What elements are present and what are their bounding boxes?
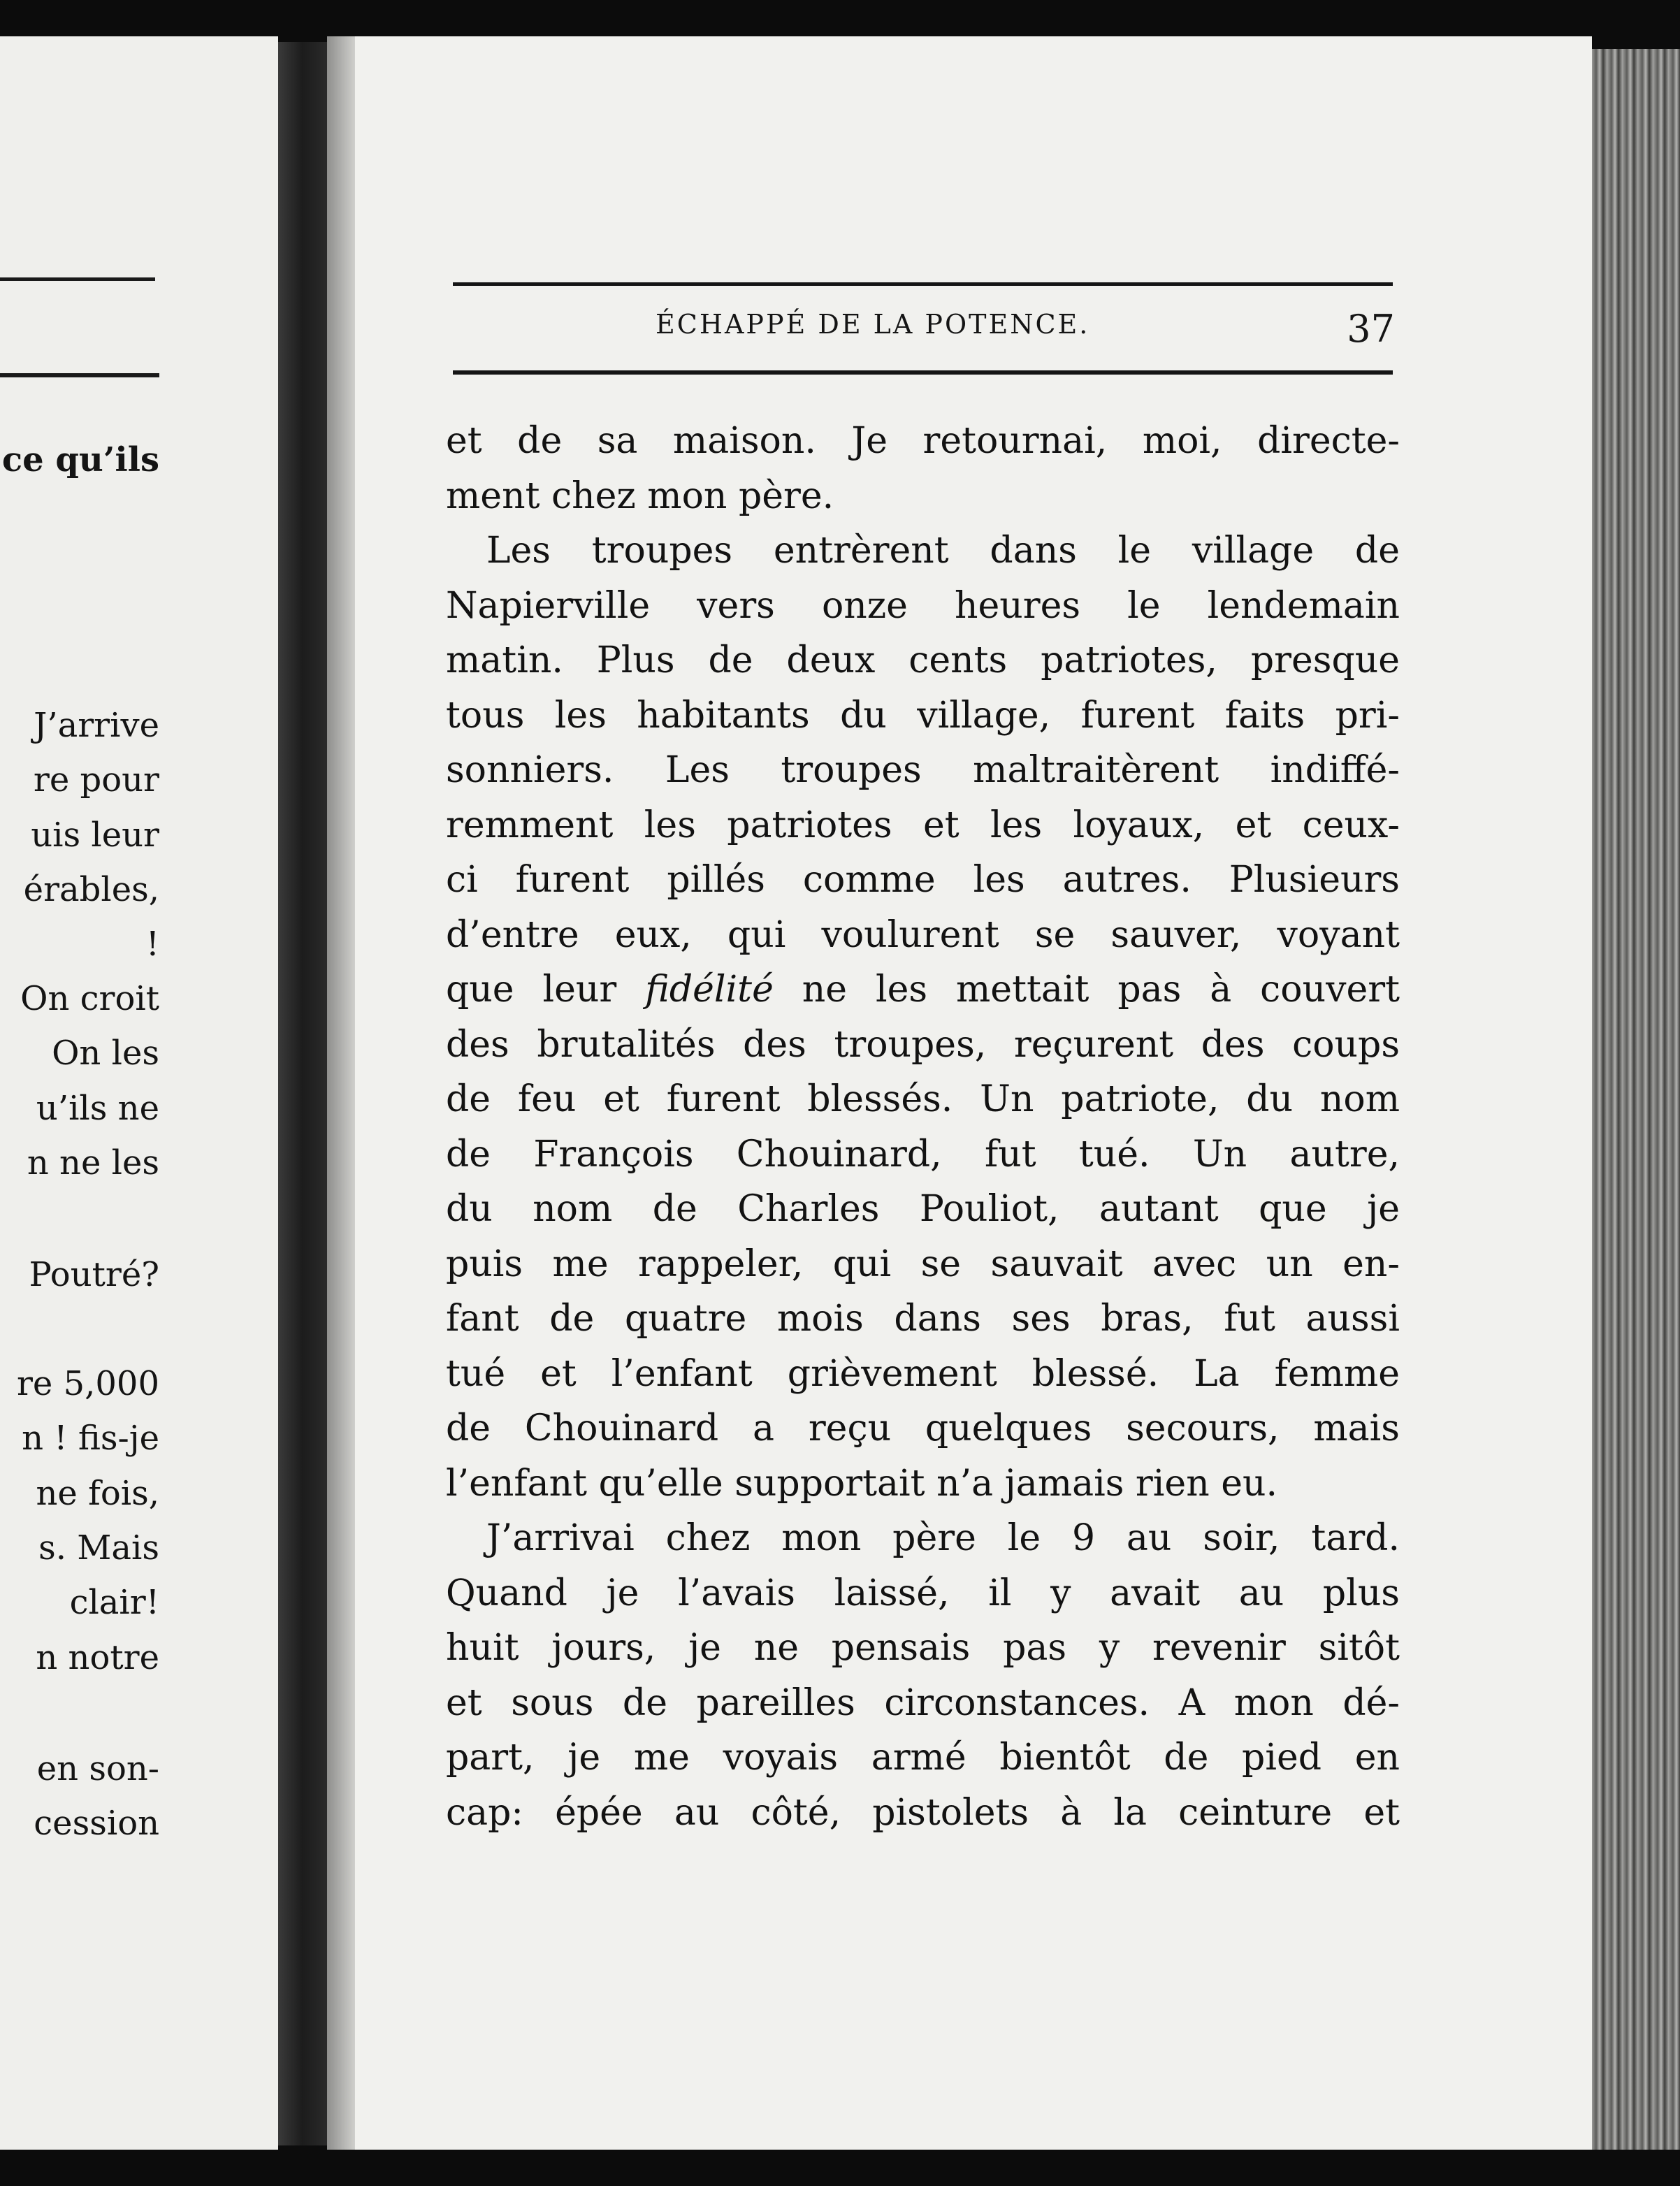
text-line: tué et l’enfant grièvement blessé. La femme — [446, 1352, 1400, 1395]
running-head: ÉCHAPPÉ DE LA POTENCE. — [656, 309, 1090, 340]
left-page-line: en son- — [36, 1749, 159, 1788]
left-page-line: ce qu’ils — [1, 440, 159, 479]
text-line: part, je me voyais armé bientôt de pied en — [446, 1737, 1400, 1779]
left-page-line: re 5,000 — [16, 1364, 159, 1403]
text-line: et sous de pareilles circonstances. A mon dé- — [446, 1681, 1400, 1724]
body-text — [446, 414, 1400, 1840]
left-page-line: J’arrive — [34, 706, 159, 745]
text-line: de Chouinard a reçu quelques secours, mais — [446, 1407, 1400, 1449]
page-edges — [1592, 49, 1680, 2150]
left-page-line: n ne les — [27, 1143, 159, 1182]
text-line: de François Chouinard, fut tué. Un autre, — [446, 1133, 1400, 1175]
text-line: d’entre eux, qui voulurent se sauver, voyant — [446, 913, 1400, 956]
text-line: ci furent pillés comme les autres. Plusieurs — [446, 859, 1400, 901]
left-page-line: s. Mais — [38, 1528, 159, 1568]
text-fragment: que leur — [446, 969, 646, 1011]
text-line — [446, 962, 1400, 1018]
left-page-line: ne fois, — [36, 1474, 159, 1513]
left-page-fragment — [0, 36, 278, 2150]
text-line: et de sa maison. Je retournai, moi, directe- — [446, 420, 1400, 462]
left-page-line: clair! — [69, 1583, 159, 1622]
text-line: Napierville vers onze heures le lendemain — [446, 584, 1400, 627]
header-bottom-rule — [453, 370, 1393, 375]
left-page-line: re pour — [33, 760, 159, 799]
text-line: fant de quatre mois dans ses bras, fut aussi — [446, 1298, 1400, 1340]
book-gutter — [278, 42, 327, 2145]
left-page-line: On croit — [20, 979, 159, 1018]
left-page-line: n notre — [36, 1638, 159, 1677]
left-page-line: Poutré? — [29, 1255, 159, 1294]
left-page-line: n ! fis-je — [22, 1419, 159, 1458]
left-page-line: uis leur — [31, 816, 159, 855]
text-line: tous les habitants du village, furent faits pri- — [446, 694, 1400, 737]
left-page-line: érables, — [23, 870, 159, 909]
left-page-line: ! — [145, 925, 159, 964]
text-line: de feu et furent blessés. Un patriote, du nom — [446, 1078, 1400, 1120]
left-page-line: u’ils ne — [36, 1089, 159, 1128]
text-line: des brutalités des troupes, reçurent des coups — [446, 1023, 1400, 1066]
text-line: cap: épée au côté, pistolets à la ceinture et — [446, 1791, 1400, 1834]
page-number: 37 — [1347, 307, 1395, 351]
header-top-rule — [453, 282, 1393, 286]
left-page-top-rule — [0, 277, 155, 281]
text-line: huit jours, je ne pensais pas y revenir sitôt — [446, 1627, 1400, 1669]
text-line: remment les patriotes et les loyaux, et ceux- — [446, 804, 1400, 846]
text-line: sonniers. Les troupes maltraitèrent indiffé- — [446, 749, 1400, 791]
left-page-line: cession — [34, 1804, 159, 1843]
text-fragment: ne les mettait pas à couvert — [773, 969, 1400, 1011]
left-page-line: On les — [52, 1034, 159, 1073]
text-line: ment chez mon père. — [446, 475, 834, 517]
text-line: matin. Plus de deux cents patriotes, presque — [446, 639, 1400, 681]
gutter-shadow — [327, 36, 355, 2150]
text-line: du nom de Charles Pouliot, autant que je — [446, 1188, 1400, 1230]
text-line: Les troupes entrèrent dans le village de — [486, 530, 1400, 572]
text-line: puis me rappeler, qui se sauvait avec un en- — [446, 1243, 1400, 1285]
text-line: Quand je l’avais laissé, il y avait au plus — [446, 1572, 1400, 1614]
text-line: J’arrivai chez mon père le 9 au soir, tard. — [486, 1517, 1400, 1559]
right-page — [355, 36, 1592, 2150]
italic-word: fidélité — [645, 969, 774, 1011]
left-page-header-rule — [0, 373, 159, 377]
text-line: l’enfant qu’elle supportait n’a jamais rien eu. — [446, 1462, 1278, 1505]
